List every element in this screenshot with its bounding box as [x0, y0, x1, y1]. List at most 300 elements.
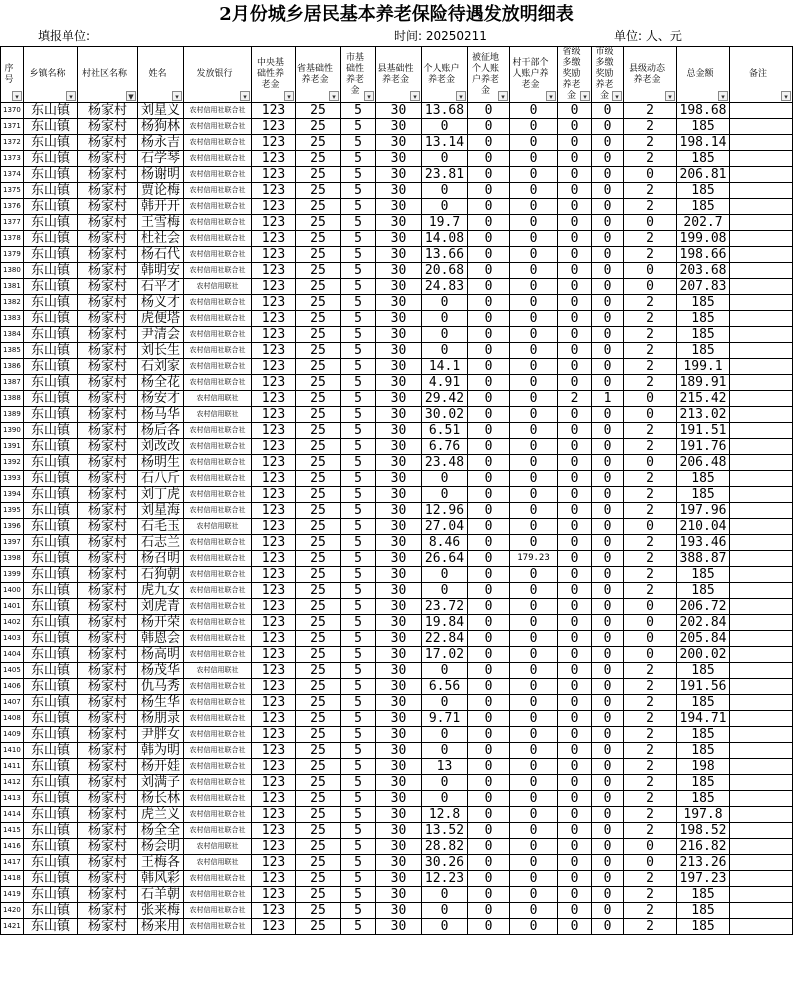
- filter-dropdown-icon[interactable]: ▾: [172, 91, 182, 101]
- cell-province[interactable]: 25: [296, 471, 341, 487]
- cell-city-bonus[interactable]: 0: [592, 871, 624, 887]
- cell-remarks[interactable]: [730, 375, 793, 391]
- cell-city[interactable]: 5: [341, 119, 376, 135]
- filter-dropdown-icon[interactable]: ▾: [12, 91, 22, 101]
- cell-landloss[interactable]: 0: [468, 823, 510, 839]
- cell-city-bonus[interactable]: 0: [592, 503, 624, 519]
- cell-total[interactable]: 185: [677, 919, 730, 935]
- filter-dropdown-icon[interactable]: ▾: [546, 91, 556, 101]
- cell-bank[interactable]: 农村信用社联合社: [184, 647, 252, 663]
- cell-personal[interactable]: 23.81: [422, 167, 468, 183]
- cell-name[interactable]: 杨安才: [138, 391, 184, 407]
- cell-city-bonus[interactable]: 0: [592, 679, 624, 695]
- cell-province[interactable]: 25: [296, 487, 341, 503]
- cell-personal[interactable]: 0: [422, 663, 468, 679]
- cell-name[interactable]: 尹清会: [138, 327, 184, 343]
- cell-city[interactable]: 5: [341, 839, 376, 855]
- cell-remarks[interactable]: [730, 311, 793, 327]
- cell-central[interactable]: 123: [252, 183, 296, 199]
- cell-cadre[interactable]: 0: [510, 199, 558, 215]
- cell-town[interactable]: 东山镇: [24, 247, 78, 263]
- cell-bank[interactable]: 农村信用社联合社: [184, 503, 252, 519]
- cell-county[interactable]: 30: [376, 567, 422, 583]
- cell-town[interactable]: 东山镇: [24, 647, 78, 663]
- cell-cadre[interactable]: 0: [510, 151, 558, 167]
- cell-total[interactable]: 185: [677, 583, 730, 599]
- cell-city[interactable]: 5: [341, 391, 376, 407]
- cell-landloss[interactable]: 0: [468, 183, 510, 199]
- cell-county-dynamic[interactable]: 2: [624, 375, 677, 391]
- cell-village[interactable]: 杨家村: [78, 343, 138, 359]
- cell-city-bonus[interactable]: 0: [592, 423, 624, 439]
- cell-remarks[interactable]: [730, 503, 793, 519]
- cell-county-dynamic[interactable]: 0: [624, 407, 677, 423]
- cell-central[interactable]: 123: [252, 567, 296, 583]
- cell-seq[interactable]: 1421: [1, 919, 24, 935]
- cell-bank[interactable]: 农村信用社联合社: [184, 535, 252, 551]
- cell-personal[interactable]: 20.68: [422, 263, 468, 279]
- cell-city-bonus[interactable]: 0: [592, 279, 624, 295]
- cell-province[interactable]: 25: [296, 759, 341, 775]
- cell-city[interactable]: 5: [341, 919, 376, 935]
- cell-province[interactable]: 25: [296, 695, 341, 711]
- cell-city[interactable]: 5: [341, 311, 376, 327]
- cell-cadre[interactable]: 0: [510, 775, 558, 791]
- cell-city-bonus[interactable]: 0: [592, 167, 624, 183]
- cell-city-bonus[interactable]: 0: [592, 807, 624, 823]
- cell-personal[interactable]: 12.23: [422, 871, 468, 887]
- cell-cadre[interactable]: 0: [510, 743, 558, 759]
- cell-name[interactable]: 王梅各: [138, 855, 184, 871]
- cell-village[interactable]: 杨家村: [78, 839, 138, 855]
- cell-county-dynamic[interactable]: 2: [624, 503, 677, 519]
- cell-cadre[interactable]: 0: [510, 839, 558, 855]
- cell-total[interactable]: 198.66: [677, 247, 730, 263]
- cell-central[interactable]: 123: [252, 391, 296, 407]
- cell-name[interactable]: 杨茂华: [138, 663, 184, 679]
- cell-seq[interactable]: 1375: [1, 183, 24, 199]
- cell-village[interactable]: 杨家村: [78, 871, 138, 887]
- cell-cadre[interactable]: 0: [510, 263, 558, 279]
- cell-city-bonus[interactable]: 0: [592, 471, 624, 487]
- cell-total[interactable]: 185: [677, 743, 730, 759]
- cell-remarks[interactable]: [730, 391, 793, 407]
- cell-town[interactable]: 东山镇: [24, 679, 78, 695]
- cell-county-dynamic[interactable]: 2: [624, 711, 677, 727]
- cell-prov-bonus[interactable]: 0: [558, 167, 592, 183]
- cell-cadre[interactable]: 0: [510, 631, 558, 647]
- cell-personal[interactable]: 6.76: [422, 439, 468, 455]
- cell-province[interactable]: 25: [296, 663, 341, 679]
- cell-name[interactable]: 杨全全: [138, 823, 184, 839]
- cell-remarks[interactable]: [730, 823, 793, 839]
- cell-city-bonus[interactable]: 0: [592, 727, 624, 743]
- cell-city-bonus[interactable]: 0: [592, 695, 624, 711]
- cell-town[interactable]: 东山镇: [24, 103, 78, 119]
- cell-city[interactable]: 5: [341, 359, 376, 375]
- cell-remarks[interactable]: [730, 295, 793, 311]
- cell-total[interactable]: 205.84: [677, 631, 730, 647]
- cell-town[interactable]: 东山镇: [24, 295, 78, 311]
- cell-county[interactable]: 30: [376, 583, 422, 599]
- cell-town[interactable]: 东山镇: [24, 359, 78, 375]
- cell-remarks[interactable]: [730, 887, 793, 903]
- cell-town[interactable]: 东山镇: [24, 183, 78, 199]
- cell-remarks[interactable]: [730, 247, 793, 263]
- cell-cadre[interactable]: 0: [510, 807, 558, 823]
- cell-bank[interactable]: 农村信用社联合社: [184, 887, 252, 903]
- cell-seq[interactable]: 1379: [1, 247, 24, 263]
- cell-cadre[interactable]: 0: [510, 583, 558, 599]
- cell-town[interactable]: 东山镇: [24, 215, 78, 231]
- cell-bank[interactable]: 农村信用社联合社: [184, 167, 252, 183]
- cell-central[interactable]: 123: [252, 199, 296, 215]
- cell-bank[interactable]: 农村信用社联合社: [184, 871, 252, 887]
- cell-province[interactable]: 25: [296, 455, 341, 471]
- cell-prov-bonus[interactable]: 0: [558, 279, 592, 295]
- cell-county-dynamic[interactable]: 2: [624, 759, 677, 775]
- cell-bank[interactable]: 农村信用社联合社: [184, 375, 252, 391]
- cell-seq[interactable]: 1420: [1, 903, 24, 919]
- cell-town[interactable]: 东山镇: [24, 839, 78, 855]
- cell-town[interactable]: 东山镇: [24, 135, 78, 151]
- cell-seq[interactable]: 1414: [1, 807, 24, 823]
- cell-cadre[interactable]: 0: [510, 791, 558, 807]
- cell-province[interactable]: 25: [296, 903, 341, 919]
- cell-village[interactable]: 杨家村: [78, 167, 138, 183]
- cell-province[interactable]: 25: [296, 823, 341, 839]
- cell-bank[interactable]: 农村信用社联合社: [184, 743, 252, 759]
- cell-seq[interactable]: 1371: [1, 119, 24, 135]
- cell-county[interactable]: 30: [376, 279, 422, 295]
- cell-prov-bonus[interactable]: 0: [558, 183, 592, 199]
- cell-remarks[interactable]: [730, 903, 793, 919]
- cell-name[interactable]: 韩恩会: [138, 631, 184, 647]
- cell-city[interactable]: 5: [341, 695, 376, 711]
- cell-central[interactable]: 123: [252, 471, 296, 487]
- cell-central[interactable]: 123: [252, 119, 296, 135]
- cell-central[interactable]: 123: [252, 455, 296, 471]
- cell-prov-bonus[interactable]: 0: [558, 567, 592, 583]
- cell-province[interactable]: 25: [296, 199, 341, 215]
- cell-total[interactable]: 185: [677, 887, 730, 903]
- cell-remarks[interactable]: [730, 407, 793, 423]
- cell-personal[interactable]: 6.51: [422, 423, 468, 439]
- cell-seq[interactable]: 1404: [1, 647, 24, 663]
- cell-town[interactable]: 东山镇: [24, 871, 78, 887]
- cell-county-dynamic[interactable]: 2: [624, 295, 677, 311]
- cell-village[interactable]: 杨家村: [78, 503, 138, 519]
- filter-dropdown-icon[interactable]: ▾: [410, 91, 420, 101]
- cell-town[interactable]: 东山镇: [24, 615, 78, 631]
- cell-village[interactable]: 杨家村: [78, 135, 138, 151]
- cell-seq[interactable]: 1386: [1, 359, 24, 375]
- cell-seq[interactable]: 1383: [1, 311, 24, 327]
- cell-name[interactable]: 石志兰: [138, 535, 184, 551]
- cell-city[interactable]: 5: [341, 439, 376, 455]
- cell-central[interactable]: 123: [252, 599, 296, 615]
- cell-county[interactable]: 30: [376, 199, 422, 215]
- cell-personal[interactable]: 4.91: [422, 375, 468, 391]
- cell-landloss[interactable]: 0: [468, 215, 510, 231]
- cell-cadre[interactable]: 0: [510, 407, 558, 423]
- cell-county[interactable]: 30: [376, 327, 422, 343]
- cell-landloss[interactable]: 0: [468, 359, 510, 375]
- cell-village[interactable]: 杨家村: [78, 711, 138, 727]
- cell-province[interactable]: 25: [296, 375, 341, 391]
- cell-county-dynamic[interactable]: 2: [624, 343, 677, 359]
- cell-city[interactable]: 5: [341, 679, 376, 695]
- cell-province[interactable]: 25: [296, 391, 341, 407]
- cell-name[interactable]: 尹胖女: [138, 727, 184, 743]
- cell-central[interactable]: 123: [252, 295, 296, 311]
- cell-prov-bonus[interactable]: 0: [558, 343, 592, 359]
- cell-village[interactable]: 杨家村: [78, 423, 138, 439]
- cell-city-bonus[interactable]: 0: [592, 599, 624, 615]
- cell-county-dynamic[interactable]: 2: [624, 679, 677, 695]
- cell-landloss[interactable]: 0: [468, 743, 510, 759]
- cell-city-bonus[interactable]: 0: [592, 135, 624, 151]
- cell-bank[interactable]: 农村信用社联合社: [184, 631, 252, 647]
- cell-village[interactable]: 杨家村: [78, 919, 138, 935]
- cell-village[interactable]: 杨家村: [78, 455, 138, 471]
- cell-county-dynamic[interactable]: 2: [624, 807, 677, 823]
- cell-county[interactable]: 30: [376, 247, 422, 263]
- cell-town[interactable]: 东山镇: [24, 199, 78, 215]
- cell-city-bonus[interactable]: 0: [592, 759, 624, 775]
- cell-town[interactable]: 东山镇: [24, 631, 78, 647]
- cell-bank[interactable]: 农村信用社联合社: [184, 423, 252, 439]
- cell-personal[interactable]: 0: [422, 791, 468, 807]
- cell-name[interactable]: 韩风彩: [138, 871, 184, 887]
- cell-personal[interactable]: 12.96: [422, 503, 468, 519]
- cell-city-bonus[interactable]: 0: [592, 647, 624, 663]
- cell-personal[interactable]: 0: [422, 903, 468, 919]
- cell-bank[interactable]: 农村信用社联合社: [184, 135, 252, 151]
- cell-personal[interactable]: 13.68: [422, 103, 468, 119]
- cell-city[interactable]: 5: [341, 823, 376, 839]
- cell-county-dynamic[interactable]: 2: [624, 695, 677, 711]
- cell-county[interactable]: 30: [376, 135, 422, 151]
- cell-cadre[interactable]: 0: [510, 359, 558, 375]
- cell-village[interactable]: 杨家村: [78, 759, 138, 775]
- cell-name[interactable]: 杨马华: [138, 407, 184, 423]
- cell-landloss[interactable]: 0: [468, 263, 510, 279]
- cell-city-bonus[interactable]: 0: [592, 791, 624, 807]
- cell-remarks[interactable]: [730, 103, 793, 119]
- cell-prov-bonus[interactable]: 0: [558, 855, 592, 871]
- cell-cadre[interactable]: 0: [510, 887, 558, 903]
- cell-city[interactable]: 5: [341, 215, 376, 231]
- cell-remarks[interactable]: [730, 455, 793, 471]
- cell-personal[interactable]: 0: [422, 119, 468, 135]
- cell-county[interactable]: 30: [376, 375, 422, 391]
- cell-bank[interactable]: 农村信用社联合社: [184, 199, 252, 215]
- cell-personal[interactable]: 28.82: [422, 839, 468, 855]
- cell-prov-bonus[interactable]: 0: [558, 727, 592, 743]
- cell-remarks[interactable]: [730, 695, 793, 711]
- cell-landloss[interactable]: 0: [468, 487, 510, 503]
- cell-seq[interactable]: 1416: [1, 839, 24, 855]
- cell-total[interactable]: 202.84: [677, 615, 730, 631]
- cell-prov-bonus[interactable]: 0: [558, 151, 592, 167]
- cell-city[interactable]: 5: [341, 327, 376, 343]
- cell-city-bonus[interactable]: 0: [592, 215, 624, 231]
- cell-total[interactable]: 185: [677, 663, 730, 679]
- cell-province[interactable]: 25: [296, 215, 341, 231]
- cell-personal[interactable]: 19.7: [422, 215, 468, 231]
- cell-total[interactable]: 185: [677, 343, 730, 359]
- cell-county-dynamic[interactable]: 2: [624, 183, 677, 199]
- cell-village[interactable]: 杨家村: [78, 615, 138, 631]
- cell-province[interactable]: 25: [296, 583, 341, 599]
- cell-village[interactable]: 杨家村: [78, 647, 138, 663]
- cell-prov-bonus[interactable]: 0: [558, 759, 592, 775]
- cell-landloss[interactable]: 0: [468, 535, 510, 551]
- cell-central[interactable]: 123: [252, 743, 296, 759]
- cell-central[interactable]: 123: [252, 727, 296, 743]
- cell-seq[interactable]: 1407: [1, 695, 24, 711]
- cell-landloss[interactable]: 0: [468, 759, 510, 775]
- cell-city[interactable]: 5: [341, 247, 376, 263]
- cell-name[interactable]: 杨明生: [138, 455, 184, 471]
- cell-county-dynamic[interactable]: 2: [624, 743, 677, 759]
- cell-seq[interactable]: 1394: [1, 487, 24, 503]
- cell-remarks[interactable]: [730, 839, 793, 855]
- cell-central[interactable]: 123: [252, 647, 296, 663]
- cell-landloss[interactable]: 0: [468, 247, 510, 263]
- cell-province[interactable]: 25: [296, 103, 341, 119]
- cell-seq[interactable]: 1382: [1, 295, 24, 311]
- cell-bank[interactable]: 农村信用社联合社: [184, 183, 252, 199]
- cell-prov-bonus[interactable]: 0: [558, 663, 592, 679]
- cell-cadre[interactable]: 0: [510, 439, 558, 455]
- cell-total[interactable]: 206.72: [677, 599, 730, 615]
- cell-cadre[interactable]: 0: [510, 391, 558, 407]
- cell-personal[interactable]: 30.26: [422, 855, 468, 871]
- cell-city[interactable]: 5: [341, 631, 376, 647]
- cell-seq[interactable]: 1378: [1, 231, 24, 247]
- cell-personal[interactable]: 24.83: [422, 279, 468, 295]
- cell-landloss[interactable]: 0: [468, 423, 510, 439]
- cell-total[interactable]: 197.8: [677, 807, 730, 823]
- cell-seq[interactable]: 1413: [1, 791, 24, 807]
- cell-town[interactable]: 东山镇: [24, 807, 78, 823]
- cell-total[interactable]: 185: [677, 311, 730, 327]
- cell-remarks[interactable]: [730, 775, 793, 791]
- cell-county-dynamic[interactable]: 2: [624, 663, 677, 679]
- cell-landloss[interactable]: 0: [468, 343, 510, 359]
- cell-cadre[interactable]: 0: [510, 167, 558, 183]
- cell-city-bonus[interactable]: 0: [592, 375, 624, 391]
- cell-central[interactable]: 123: [252, 359, 296, 375]
- cell-city-bonus[interactable]: 0: [592, 455, 624, 471]
- cell-province[interactable]: 25: [296, 871, 341, 887]
- cell-bank[interactable]: 农村信用社联合社: [184, 711, 252, 727]
- cell-cadre[interactable]: 0: [510, 311, 558, 327]
- cell-village[interactable]: 杨家村: [78, 855, 138, 871]
- cell-village[interactable]: 杨家村: [78, 103, 138, 119]
- cell-prov-bonus[interactable]: 0: [558, 263, 592, 279]
- cell-seq[interactable]: 1390: [1, 423, 24, 439]
- cell-prov-bonus[interactable]: 0: [558, 615, 592, 631]
- cell-seq[interactable]: 1372: [1, 135, 24, 151]
- cell-bank[interactable]: 农村信用社联合社: [184, 759, 252, 775]
- cell-seq[interactable]: 1411: [1, 759, 24, 775]
- cell-landloss[interactable]: 0: [468, 231, 510, 247]
- cell-cadre[interactable]: 0: [510, 375, 558, 391]
- cell-town[interactable]: 东山镇: [24, 167, 78, 183]
- cell-name[interactable]: 韩开开: [138, 199, 184, 215]
- cell-province[interactable]: 25: [296, 167, 341, 183]
- cell-city[interactable]: 5: [341, 887, 376, 903]
- cell-personal[interactable]: 26.64: [422, 551, 468, 567]
- cell-cadre[interactable]: 0: [510, 247, 558, 263]
- cell-seq[interactable]: 1418: [1, 871, 24, 887]
- cell-prov-bonus[interactable]: 0: [558, 679, 592, 695]
- cell-name[interactable]: 杨朋录: [138, 711, 184, 727]
- cell-seq[interactable]: 1402: [1, 615, 24, 631]
- cell-county-dynamic[interactable]: 2: [624, 423, 677, 439]
- cell-central[interactable]: 123: [252, 679, 296, 695]
- cell-county[interactable]: 30: [376, 903, 422, 919]
- cell-town[interactable]: 东山镇: [24, 919, 78, 935]
- cell-remarks[interactable]: [730, 439, 793, 455]
- cell-bank[interactable]: 农村信用社联合社: [184, 551, 252, 567]
- cell-bank[interactable]: 农村信用社联合社: [184, 919, 252, 935]
- cell-central[interactable]: 123: [252, 887, 296, 903]
- cell-city[interactable]: 5: [341, 551, 376, 567]
- cell-central[interactable]: 123: [252, 871, 296, 887]
- cell-personal[interactable]: 29.42: [422, 391, 468, 407]
- cell-village[interactable]: 杨家村: [78, 359, 138, 375]
- cell-landloss[interactable]: 0: [468, 583, 510, 599]
- cell-seq[interactable]: 1381: [1, 279, 24, 295]
- cell-cadre[interactable]: 0: [510, 183, 558, 199]
- cell-seq[interactable]: 1385: [1, 343, 24, 359]
- cell-city-bonus[interactable]: 0: [592, 359, 624, 375]
- cell-province[interactable]: 25: [296, 439, 341, 455]
- cell-village[interactable]: 杨家村: [78, 247, 138, 263]
- cell-bank[interactable]: 农村信用社联合社: [184, 455, 252, 471]
- cell-county-dynamic[interactable]: 2: [624, 551, 677, 567]
- cell-remarks[interactable]: [730, 663, 793, 679]
- cell-prov-bonus[interactable]: 2: [558, 391, 592, 407]
- cell-village[interactable]: 杨家村: [78, 791, 138, 807]
- cell-landloss[interactable]: 0: [468, 439, 510, 455]
- cell-city-bonus[interactable]: 0: [592, 855, 624, 871]
- cell-city-bonus[interactable]: 0: [592, 519, 624, 535]
- cell-province[interactable]: 25: [296, 119, 341, 135]
- cell-prov-bonus[interactable]: 0: [558, 887, 592, 903]
- cell-central[interactable]: 123: [252, 551, 296, 567]
- cell-city[interactable]: 5: [341, 231, 376, 247]
- cell-city-bonus[interactable]: 0: [592, 263, 624, 279]
- cell-city[interactable]: 5: [341, 775, 376, 791]
- cell-central[interactable]: 123: [252, 343, 296, 359]
- cell-county-dynamic[interactable]: 2: [624, 135, 677, 151]
- cell-landloss[interactable]: 0: [468, 887, 510, 903]
- cell-village[interactable]: 杨家村: [78, 807, 138, 823]
- cell-village[interactable]: 杨家村: [78, 471, 138, 487]
- cell-cadre[interactable]: 0: [510, 535, 558, 551]
- cell-province[interactable]: 25: [296, 407, 341, 423]
- cell-central[interactable]: 123: [252, 695, 296, 711]
- cell-cadre[interactable]: 0: [510, 695, 558, 711]
- cell-bank[interactable]: 农村信用社联合社: [184, 679, 252, 695]
- cell-town[interactable]: 东山镇: [24, 759, 78, 775]
- cell-prov-bonus[interactable]: 0: [558, 695, 592, 711]
